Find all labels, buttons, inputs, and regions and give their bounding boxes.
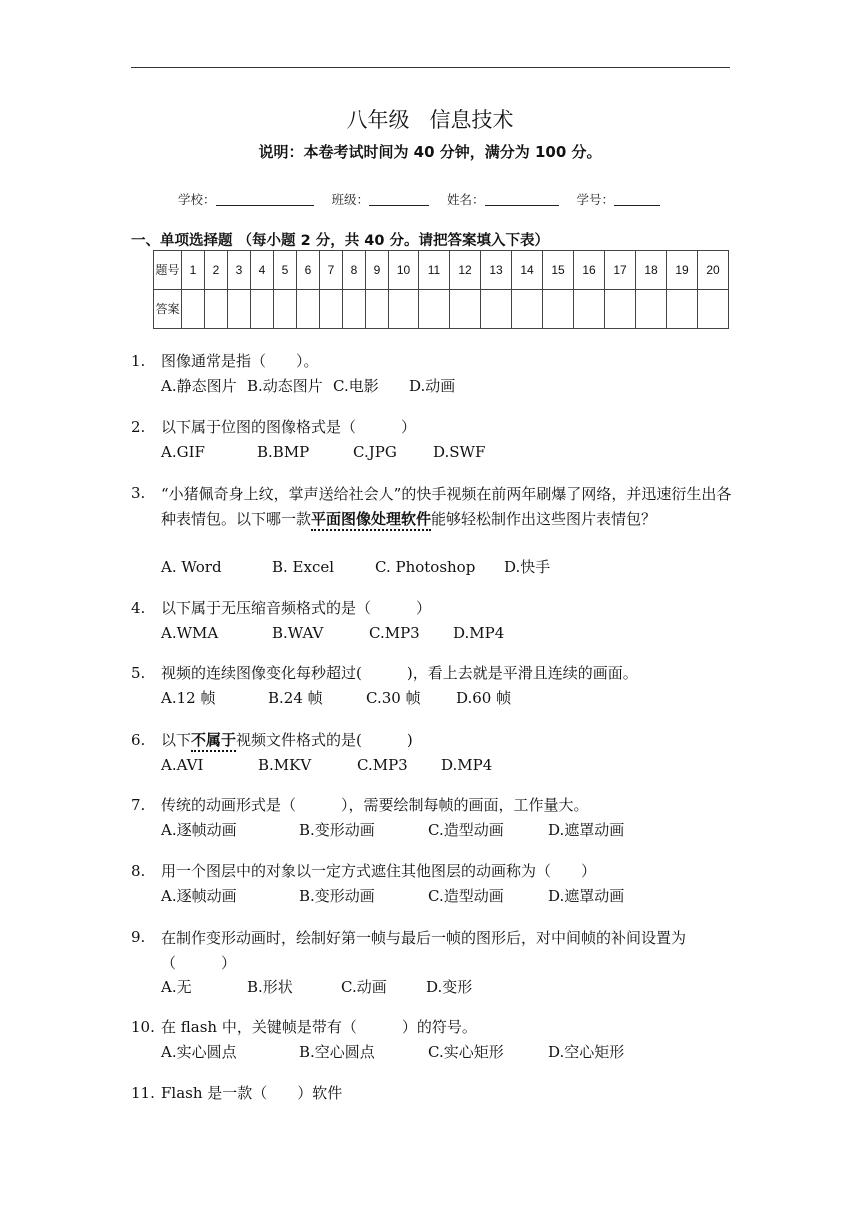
answer-cell[interactable] — [251, 290, 274, 329]
answer-table — [153, 250, 729, 329]
answer-cell[interactable] — [343, 290, 366, 329]
name-blank[interactable] — [485, 192, 559, 206]
answer-cell[interactable] — [182, 290, 205, 329]
option-d[interactable]: D.SWF — [433, 443, 486, 461]
question-number: 9. — [131, 928, 146, 946]
option-d[interactable]: D.60 帧 — [456, 689, 512, 707]
option-c[interactable]: C.动画 — [341, 978, 387, 996]
options — [161, 556, 550, 579]
question-stem: 视频的连续图像变化每秒超过( )，看上去就是平滑且连续的画面。 — [161, 664, 638, 682]
option-c[interactable]: C.造型动画 — [428, 821, 504, 839]
id-field[interactable]: 学号： — [577, 190, 661, 208]
question-number: 7. — [131, 796, 146, 814]
answer-header: 答案 — [154, 290, 182, 329]
answer-cell[interactable] — [543, 290, 574, 329]
num-cell: 17 — [605, 251, 636, 290]
num-cell: 15 — [543, 251, 574, 290]
question-number: 1. — [131, 352, 146, 370]
option-c[interactable]: C.MP3 — [369, 624, 420, 642]
option-d[interactable]: D.遮罩动画 — [548, 887, 625, 905]
answer-row — [154, 290, 729, 329]
option-b[interactable]: B.形状 — [247, 978, 293, 996]
num-cell: 1 — [182, 251, 205, 290]
num-cell: 4 — [251, 251, 274, 290]
question-stem: 传统的动画形式是（ ），需要绘制每帧的画面，工作量大。 — [161, 796, 589, 814]
options — [161, 375, 455, 398]
answer-cell[interactable] — [366, 290, 389, 329]
option-d[interactable]: D.MP4 — [453, 624, 505, 642]
answer-cell[interactable] — [228, 290, 251, 329]
answer-cell[interactable] — [297, 290, 320, 329]
question-stem: “小猪佩奇身上纹，掌声送给社会人”的快手视频在前两年刷爆了网络，并迅速衍生出各种表情包。以下哪一款平面图像处理软件能够轻松制作出这些图片表情包？ — [161, 482, 736, 532]
question-number: 5. — [131, 664, 146, 682]
option-a[interactable]: A.静态图片 — [161, 377, 237, 395]
answer-cell[interactable] — [205, 290, 228, 329]
option-b[interactable]: B.空心圆点 — [299, 1043, 375, 1061]
option-a[interactable]: A.实心圆点 — [161, 1043, 237, 1061]
answer-cell[interactable] — [512, 290, 543, 329]
answer-cell[interactable] — [419, 290, 450, 329]
option-a[interactable]: A.AVI — [161, 756, 204, 774]
option-c[interactable]: C.造型动画 — [428, 887, 504, 905]
option-b[interactable]: B.24 帧 — [268, 689, 323, 707]
num-cell: 12 — [450, 251, 481, 290]
num-cell: 9 — [366, 251, 389, 290]
num-cell: 8 — [343, 251, 366, 290]
num-cell: 16 — [574, 251, 605, 290]
options — [161, 441, 485, 464]
options — [161, 754, 492, 777]
num-cell: 20 — [698, 251, 729, 290]
option-d[interactable]: D.快手 — [504, 558, 551, 576]
num-cell: 14 — [512, 251, 543, 290]
option-b[interactable]: B.WAV — [272, 624, 324, 642]
answer-cell[interactable] — [450, 290, 481, 329]
question-number: 10. — [131, 1018, 155, 1036]
question-number-header: 题号 — [154, 251, 182, 290]
answer-cell[interactable] — [389, 290, 419, 329]
options — [161, 1041, 624, 1064]
num-cell: 18 — [636, 251, 667, 290]
class-blank[interactable] — [369, 192, 429, 206]
question-stem: 以下属于位图的图像格式是（ ） — [161, 418, 417, 436]
question-number: 6. — [131, 731, 146, 749]
options — [161, 687, 511, 710]
school-blank[interactable] — [216, 192, 314, 206]
option-c[interactable]: C.实心矩形 — [428, 1043, 504, 1061]
question-number: 11. — [131, 1084, 155, 1102]
answer-cell[interactable] — [698, 290, 729, 329]
num-cell: 6 — [297, 251, 320, 290]
num-cell: 19 — [667, 251, 698, 290]
question-stem: 以下属于无压缩音频格式的是（ ） — [161, 599, 432, 617]
option-c[interactable]: C.电影 — [333, 377, 379, 395]
option-c[interactable]: C.JPG — [353, 443, 397, 461]
options — [161, 819, 624, 842]
header-rule — [131, 67, 730, 68]
question-number: 4. — [131, 599, 146, 617]
num-cell: 5 — [274, 251, 297, 290]
question-stem: 在制作变形动画时，绘制好第一帧与最后一帧的图形后，对中间帧的补间设置为（ ） — [161, 929, 687, 972]
answer-cell[interactable] — [320, 290, 343, 329]
option-a[interactable]: A.无 — [161, 978, 192, 996]
num-cell: 13 — [481, 251, 512, 290]
num-cell: 3 — [228, 251, 251, 290]
question-stem: 图像通常是指（ ）。 — [161, 352, 319, 370]
name-field[interactable]: 姓名： — [447, 190, 559, 208]
answer-cell[interactable] — [274, 290, 297, 329]
option-b[interactable]: B.BMP — [257, 443, 310, 461]
answer-cell[interactable] — [481, 290, 512, 329]
num-cell: 11 — [419, 251, 450, 290]
grade-label: 八年级 — [346, 108, 410, 132]
emphasized-text: 不属于 — [191, 731, 236, 752]
school-field[interactable]: 学校： — [178, 190, 314, 208]
class-field[interactable]: 班级： — [332, 190, 430, 208]
option-d[interactable]: D.动画 — [409, 377, 456, 395]
option-d[interactable]: D.空心矩形 — [548, 1043, 625, 1061]
option-d[interactable]: D.变形 — [426, 978, 473, 996]
option-c[interactable]: C. Photoshop — [375, 558, 476, 576]
exam-note: 说明：本卷考试时间为 40 分钟，满分为 100 分。 — [258, 143, 602, 161]
option-a[interactable]: A.逐帧动画 — [161, 821, 237, 839]
question-stem: Flash 是一款（ ）软件 — [161, 1084, 343, 1102]
num-cell: 7 — [320, 251, 343, 290]
option-d[interactable]: D.MP4 — [441, 756, 493, 774]
option-a[interactable]: A.WMA — [161, 624, 219, 642]
page-title — [0, 104, 860, 134]
question-number-row — [154, 251, 729, 290]
option-c[interactable]: C.30 帧 — [366, 689, 421, 707]
id-blank[interactable] — [614, 192, 660, 206]
options — [161, 976, 472, 999]
student-info-line — [178, 190, 674, 208]
option-b[interactable]: B. Excel — [272, 558, 335, 576]
question-stem: 在 flash 中，关键帧是带有（ ）的符号。 — [161, 1018, 477, 1036]
question-number: 8. — [131, 862, 146, 880]
option-b[interactable]: B.动态图片 — [247, 377, 323, 395]
section-1-title: 一、单项选择题 （每小题 2 分，共 40 分。请把答案填入下表） — [131, 233, 550, 249]
option-d[interactable]: D.遮罩动画 — [548, 821, 625, 839]
answer-cell[interactable] — [636, 290, 667, 329]
option-a[interactable]: A.逐帧动画 — [161, 887, 237, 905]
answer-cell[interactable] — [605, 290, 636, 329]
options — [161, 885, 624, 908]
option-b[interactable]: B.变形动画 — [299, 821, 375, 839]
question-number: 2. — [131, 418, 146, 436]
num-cell: 2 — [205, 251, 228, 290]
answer-cell[interactable] — [667, 290, 698, 329]
answer-cell[interactable] — [574, 290, 605, 329]
question-stem: 以下不属于视频文件格式的是( ) — [161, 729, 736, 752]
option-b[interactable]: B.变形动画 — [299, 887, 375, 905]
question-number: 3. — [131, 484, 146, 502]
emphasized-text: 平面图像处理软件 — [311, 510, 431, 531]
option-a[interactable]: A. Word — [161, 558, 222, 576]
option-a[interactable]: A.GIF — [161, 443, 205, 461]
option-c[interactable]: C.MP3 — [357, 756, 408, 774]
options — [161, 622, 504, 645]
option-a[interactable]: A.12 帧 — [161, 689, 216, 707]
question-stem: 用一个图层中的对象以一定方式遮住其他图层的动画称为（ ） — [161, 862, 597, 880]
num-cell: 10 — [389, 251, 419, 290]
option-b[interactable]: B.MKV — [258, 756, 312, 774]
subject-label: 信息技术 — [429, 108, 514, 132]
